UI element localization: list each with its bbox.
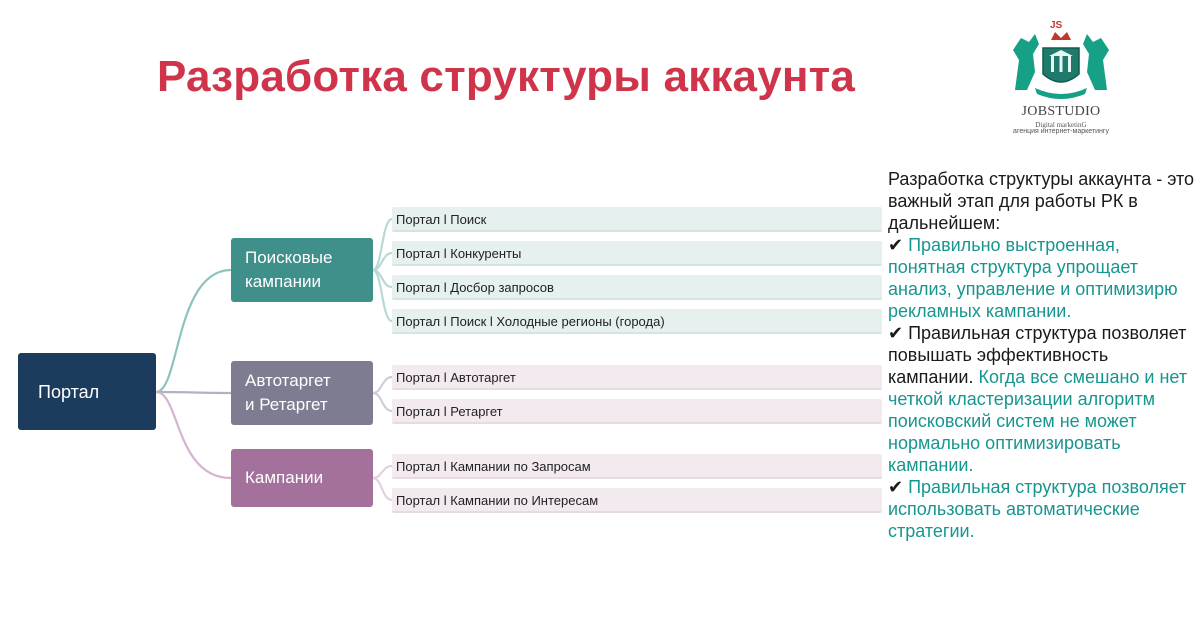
- leaf-campaigns-interests: Портал l Кампании по Интересам: [392, 488, 882, 513]
- leaf-competitors: Портал l Конкуренты: [392, 241, 882, 266]
- node-group-campaigns: [231, 449, 373, 507]
- node-group-search-label: Поисковые кампании: [245, 248, 333, 291]
- leaf-cold-regions: Портал l Поиск l Холодные регионы (города): [392, 309, 882, 334]
- page-title: Разработка структуры аккаунта: [157, 52, 856, 101]
- node-group-search: [231, 238, 373, 302]
- connector-root-g2: [156, 392, 231, 393]
- leaf-retarget: Портал l Ретаргет: [392, 399, 882, 424]
- check-mark-icon: ✔: [888, 235, 904, 255]
- description-point-3: Правильная структура позволяет использовать автоматические стратегии.: [888, 477, 1187, 541]
- connector-g2-leaf2: [373, 393, 392, 411]
- connector-g3-leaf1: [373, 466, 392, 478]
- node-root-label: Портал: [38, 381, 100, 402]
- description-point-1: Правильно выстроенная, понятная структура упрощает анализ, управление и оптимизирю рекламных кампании.: [888, 235, 1178, 321]
- connector-root-g3: [156, 392, 231, 478]
- description-point-2: Правильная структура позволяет повышать эффективность кампании.: [888, 323, 1187, 387]
- connector-g3-leaf2: [373, 478, 392, 500]
- node-group-autotarget: [231, 361, 373, 425]
- check-mark-icon: ✔: [888, 323, 904, 343]
- description-point-2-followup: Когда все смешано и нет четкой кластеризации алгоритм поисковский систем не может нормально оптимизировать кампании.: [888, 367, 1188, 475]
- connector-g2-leaf1: [373, 377, 392, 393]
- leaf-campaigns-queries: Портал l Кампании по Запросам: [392, 454, 882, 479]
- node-group-autotarget-label: Автотаргет и Ретаргет: [245, 371, 331, 414]
- leaf-autotarget: Портал l Автотаргет: [392, 365, 882, 390]
- logo-tagline: агенция интернет-маркетингу: [1013, 128, 1109, 135]
- leaf-search: Портал l Поиск: [392, 207, 882, 232]
- description-panel: [888, 168, 1198, 542]
- logo-subtitle: Digital marketinG: [1035, 121, 1087, 129]
- node-group-campaigns-label: Кампании: [245, 468, 324, 487]
- leaf-query-collection: Портал l Досбор запросов: [392, 275, 882, 300]
- connector-root-g1: [156, 270, 231, 392]
- description-intro: Разработка структуры аккаунта - это важный этап для работы РК в дальнейшем:: [888, 169, 1195, 233]
- check-mark-icon: ✔: [888, 477, 904, 497]
- logo-monogram: JS: [1050, 20, 1063, 31]
- node-root: [18, 353, 156, 430]
- logo-name: JOBSTUDIO: [1021, 104, 1101, 119]
